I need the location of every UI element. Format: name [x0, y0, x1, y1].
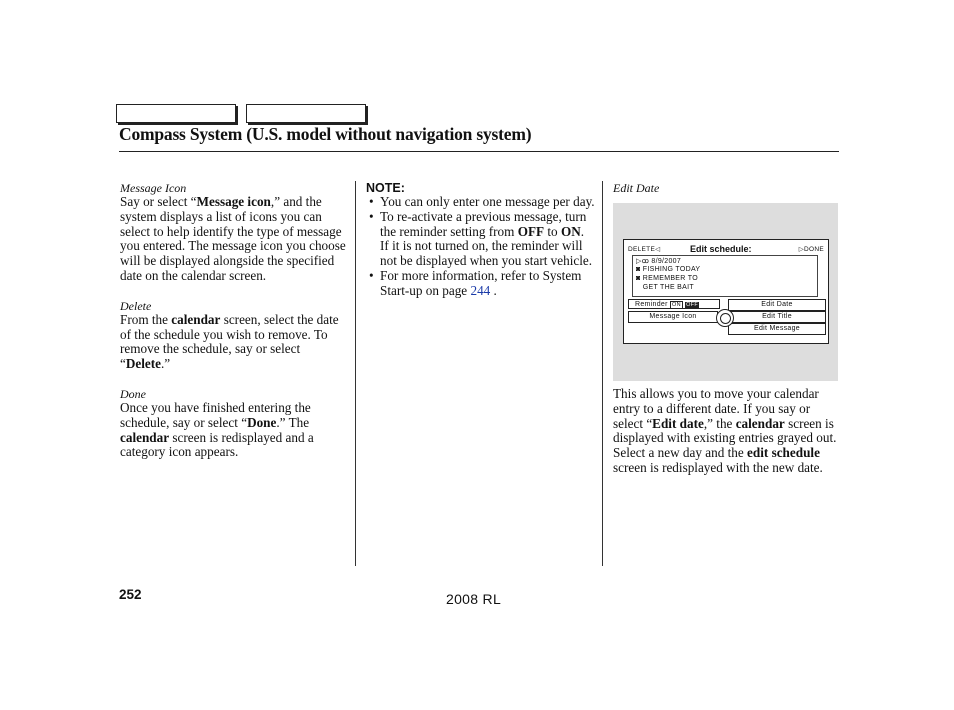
section-title-edit-date: Edit Date [613, 181, 660, 195]
text-run: ,” and the system displays a list of icons you can select to help identify the type of message you entered. The message icon you choose will be displayed alongside the specified date on the calendar screen. [120, 194, 346, 283]
reminder-setting: Reminder ON OFF [628, 299, 720, 309]
note-list [366, 195, 596, 299]
edit-message-option: Edit Message [728, 323, 826, 335]
bold-term: Message icon [196, 194, 271, 209]
message-type-icon: ◙ [636, 266, 641, 273]
message-icon-option: Message Icon [628, 311, 718, 323]
text-run: You can only enter one message per day. [380, 194, 595, 209]
bold-term: Done [247, 414, 277, 430]
done-option: ▷DONE [798, 246, 824, 253]
note-title: NOTE: [366, 181, 405, 195]
bold-term: Delete [125, 356, 161, 372]
section-message-icon [120, 181, 348, 284]
note-item: • You can only enter one message per day. [369, 194, 595, 209]
header-tab-left [116, 104, 236, 123]
section-body [120, 195, 348, 284]
edit-date-body [613, 387, 837, 476]
screen-title: Edit schedule: [690, 244, 752, 254]
section-title: Delete [120, 298, 152, 313]
entry-line: ◙ REMEMBER TO [636, 275, 698, 282]
bold-term: Edit date [652, 415, 704, 431]
text-run: to [544, 223, 561, 239]
text-run: . If it is not turned on, the reminder will not be displayed when you start vehicle. [380, 223, 593, 269]
column-1 [120, 181, 348, 460]
model-footer: 2008 RL [446, 591, 502, 607]
text-run: For more information, refer to System Start-up on page [380, 267, 582, 298]
note-item: • To re-activate a previous message, turn the reminder setting from OFF to ON. If it is not turned on, the reminder will not be displayed when you start vehicle. [369, 208, 593, 269]
section-body [120, 313, 348, 372]
text-run: screen, select the date of the schedule you wish to remove. To remove the schedule, say or select “ [120, 311, 339, 372]
section-title: Done [120, 386, 146, 401]
text-run: screen is displayed with existing entries grayed out. Select a new day and the [613, 415, 837, 461]
title-rule [119, 151, 839, 152]
selector-knob-icon [716, 309, 734, 327]
text-run: .” The [276, 414, 310, 430]
text-run: This allows you to move your calendar entry to a different date. If you say or select “ [613, 386, 819, 431]
text-run: .” [161, 356, 171, 372]
entry-line: ◙ FISHING TODAY [636, 266, 701, 273]
text-run: ,” the [703, 415, 736, 431]
section-delete [120, 299, 348, 372]
page-link[interactable]: 244 [470, 282, 491, 298]
text-run: To re-activate a previous message, turn the reminder setting from [380, 208, 587, 239]
text-run: From the [120, 311, 172, 327]
bold-term: calendar [735, 415, 785, 431]
edit-date-option: Edit Date [728, 299, 826, 311]
edit-title-option: Edit Title [728, 311, 826, 323]
entry-line: GET THE BAIT [642, 284, 694, 291]
section-title: Message Icon [120, 181, 187, 195]
bold-term: OFF [517, 223, 545, 239]
text-run: screen is redisplayed and a category icon appears. [120, 429, 314, 460]
bold-term: calendar [120, 429, 170, 445]
note-item: • For more information, refer to System Start-up on page 244 . [369, 267, 582, 298]
text-run: Once you have finished entering the schedule, say or select “ [120, 399, 311, 430]
message-type-icon: ◙ [636, 275, 641, 282]
text-run: screen is redisplayed with the new date. [613, 459, 823, 475]
bold-term: ON [560, 223, 581, 239]
section-done [120, 387, 348, 460]
section-body [120, 401, 348, 460]
column-divider-1 [355, 181, 356, 566]
bold-term: calendar [171, 311, 221, 327]
schedule-entry [632, 255, 818, 297]
bold-term: edit schedule [747, 445, 820, 461]
edit-schedule-screen [623, 239, 829, 344]
screen-illustration [613, 203, 838, 381]
page-title: Compass System (U.S. model without navigation system) [119, 124, 532, 144]
text-run: Say or select “ [120, 194, 197, 209]
column-2 [366, 181, 596, 299]
column-divider-2 [602, 181, 603, 566]
text-run: . [490, 282, 497, 298]
page-number: 252 [119, 587, 142, 602]
entry-date: ▷ꝏ 8/9/2007 [636, 258, 682, 265]
delete-option: DELETE◁ [628, 246, 661, 253]
header-tab-right [246, 104, 366, 123]
fish-icon: ꝏ [641, 258, 650, 265]
